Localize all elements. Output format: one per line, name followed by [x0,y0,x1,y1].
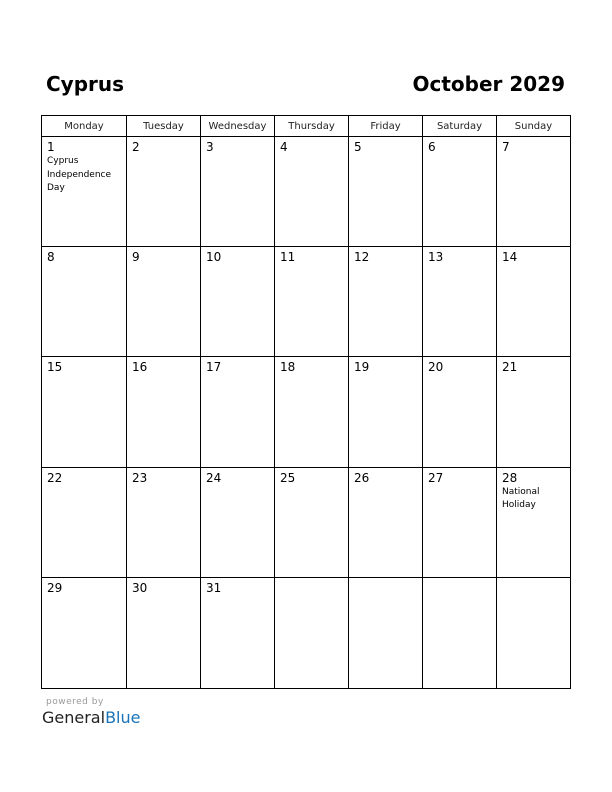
day-cell [349,137,423,247]
day-cell [423,247,497,357]
day-number: 8 [47,250,55,265]
weekday-header-tuesday: Tuesday [127,116,201,137]
day-number: 24 [206,470,222,485]
month-year-title: October 2029 [412,72,565,96]
country-title: Cyprus [46,72,125,96]
day-number: 30 [132,580,148,595]
holiday-label: National Holiday [502,486,540,511]
day-number: 12 [354,250,370,265]
day-number: 27 [428,470,444,485]
day-cell [349,357,423,467]
day-number: 19 [354,360,370,375]
day-cell [201,578,275,688]
day-number: 4 [280,140,288,154]
day-cell [497,578,570,688]
day-number: 21 [502,360,518,375]
day-number: 23 [132,470,148,485]
holiday-label: Cyprus Independence Day [47,156,112,193]
day-cell [349,247,423,357]
day-cell [275,247,349,357]
day-cell [275,468,349,578]
day-number: 28 [502,470,518,485]
day-cell [127,578,201,688]
day-cell [201,357,275,467]
day-number: 3 [206,140,214,154]
day-cell [127,247,201,357]
day-cell [423,468,497,578]
day-cell [423,137,497,247]
weekday-header-thursday: Thursday [275,116,349,137]
day-number: 5 [354,140,362,154]
day-cell [497,357,570,467]
day-number: 29 [47,580,63,595]
day-cell [275,137,349,247]
day-number: 2 [132,140,140,154]
day-cell [42,137,127,247]
powered-by-label: powered by [46,697,104,707]
day-cell [42,247,127,357]
day-cell [42,578,127,688]
day-number: 18 [280,360,296,375]
day-number: 9 [132,250,140,265]
calendar-grid [41,115,571,689]
day-number: 6 [428,140,436,154]
day-cell [42,357,127,467]
weekday-header-saturday: Saturday [423,116,497,137]
day-cell [201,137,275,247]
day-cell [349,578,423,688]
day-cell [127,357,201,467]
day-number: 15 [47,360,63,375]
day-number: 14 [502,250,518,265]
day-number: 17 [206,360,222,375]
day-number: 20 [428,360,444,375]
day-cell [275,578,349,688]
day-cell [127,137,201,247]
day-number: 25 [280,470,296,485]
day-cell [127,468,201,578]
day-number: 22 [47,470,63,485]
day-number: 1 [47,140,55,154]
day-number: 11 [280,250,296,265]
generalblue-logo[interactable] [42,708,140,728]
day-number: 31 [206,580,222,595]
day-number: 16 [132,360,148,375]
weekday-header-wednesday: Wednesday [201,116,275,137]
logo-text-general: General [42,708,106,727]
day-cell [42,468,127,578]
day-cell [497,247,570,357]
day-cell [349,468,423,578]
weekday-header-monday: Monday [42,116,127,137]
day-number: 7 [502,140,510,154]
day-number: 13 [428,250,444,265]
day-cell [275,357,349,467]
day-cell [423,357,497,467]
weekday-header-friday: Friday [349,116,423,137]
day-cell [201,468,275,578]
day-number: 26 [354,470,370,485]
day-cell [497,137,570,247]
day-cell [497,468,570,578]
day-number: 10 [206,250,222,265]
logo-text-blue: Blue [105,708,141,727]
weekday-header-sunday: Sunday [497,116,570,137]
day-cell [201,247,275,357]
day-cell [423,578,497,688]
